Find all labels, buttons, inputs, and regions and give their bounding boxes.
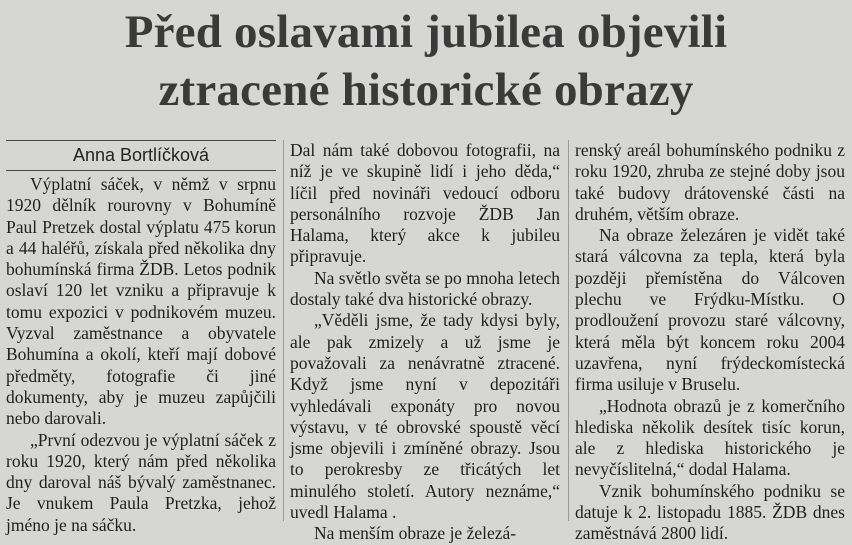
article-column-3	[575, 140, 845, 545]
paragraph: Na menším obraze je železá-	[314, 523, 517, 544]
byline-top-rule	[6, 140, 276, 141]
paragraph: Na obraze železáren je vidět také stará válcovna za tepla, která byla později přemístěna do Válcoven plechu ve Frýdku-Místku. O prodloužení provozu staré válcovny, která měla být koncem roku 2004 uzavřena, nyní frýdeckomístecká firma usiluje v Bruselu.	[575, 225, 845, 395]
paragraph: „Věděli jsme, že tady kdysi byly, ale pak zmizely a už jsme je považovali za nenávratně ztracené. Když jsme nyní v depozitáři vyhledávali exponáty pro novou výstavu, v té obrovské spoustě věcí jsme objevili i zmíněné obrazy. Jsou to perokresby ze třicátých let minulého století. Autory neznáme,“ uvedl Halama .	[290, 310, 560, 523]
headline-line-1: Před oslavami jubilea objevili	[124, 6, 728, 58]
column-divider-2	[568, 140, 569, 521]
paragraph: Výplatní sáček, v němž v srpnu 1920 dělník rourovny v Bohumíně Paul Pretzek dostal výplatu 475 korun a 44 haléřů, získala před několika dny bohumínská firma ŽDB. Letos podnik oslaví 120 let vzniku a připravuje k tomu expozici v podnikovém muzeu. Vyzval zaměstnance a obyvatele Bohumína a okolí, kteří mají dobové předměty, fotografie či jiné dokumenty, aby je muzeu zapůjčili nebo darovali.	[6, 174, 276, 429]
column-divider-1	[283, 140, 284, 521]
paragraph: renský areál bohumínského podniku z roku 1920, zhruba ze stejné doby jsou také budovy drátovenské části na druhém, větším obraze.	[575, 140, 845, 224]
byline-bottom-rule	[6, 170, 276, 171]
headline-line-2: ztracené historické obrazy	[158, 64, 694, 116]
paragraph: „Hodnota obrazů je z komerčního hlediska několik desítek tisíc korun, ale z hlediska historického je nevyčíslitelná,“ dodal Halama.	[575, 395, 845, 480]
author-byline: Anna Bortlíčková	[72, 145, 210, 165]
article-column-1	[6, 174, 276, 536]
paragraph: Vznik bohumínského podniku se datuje k 2. listopadu 1885. ŽDB dnes zaměstnává 2800 lidí.	[575, 480, 845, 544]
paragraph: Dal nám také dobovou fotografii, na níž je ve skupině lidí i jeho děda,“ líčil před novináři vedoucí odboru personálního rozvoje ŽDB Jan Halama, který akce k jubileu připravuje.	[290, 140, 560, 267]
paragraph: „První odezvou je výplatní sáček z roku 1920, který nám před několika dny daroval náš bývalý zaměstnanec. Je vnukem Paula Pretzka, jehož jméno je na sáčku.	[6, 429, 276, 535]
paragraph: Na světlo světa se po mnoha letech dostaly také dva historické obrazy.	[290, 267, 560, 310]
article-column-2	[290, 140, 560, 545]
